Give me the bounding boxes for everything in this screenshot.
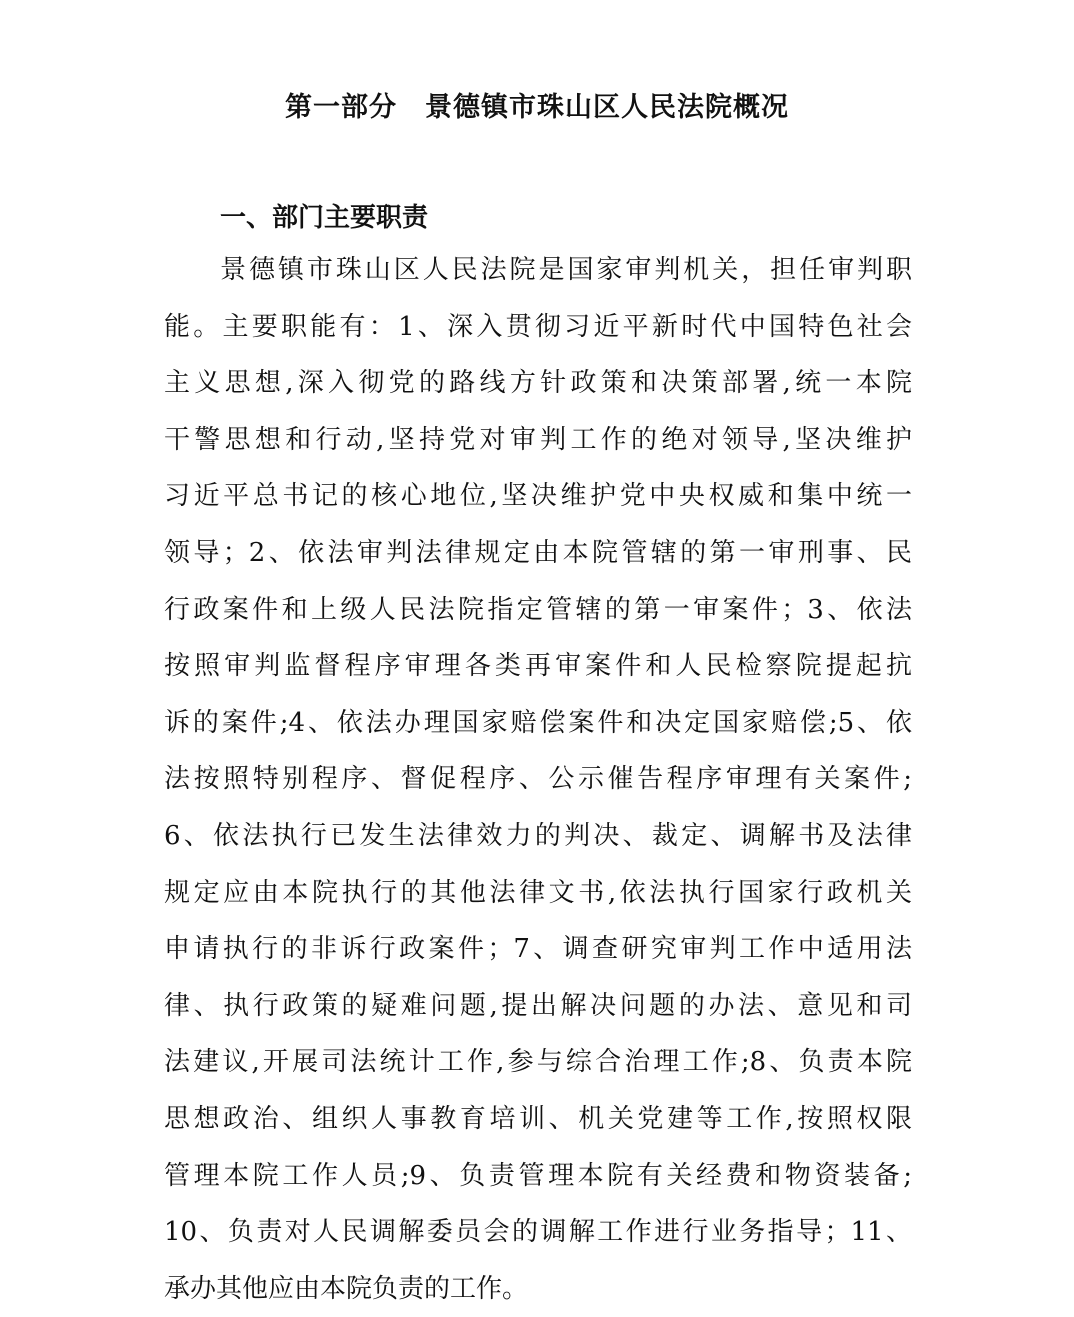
- paragraph-line: 承办其他应由本院负责的工作。: [164, 1273, 529, 1304]
- paragraph-line: 法建议,开展司法统计工作,参与综合治理工作;8、负责本院: [164, 1047, 912, 1078]
- paragraph-line: 习近平总书记的核心地位,坚决维护党中央权威和集中统一: [164, 481, 912, 512]
- paragraph-line: 6、依法执行已发生法律效力的判决、裁定、调解书及法律: [164, 820, 912, 851]
- page-title: [0, 84, 1074, 132]
- paragraph-line: 10、负责对人民调解委员会的调解工作进行业务指导；11、: [164, 1217, 912, 1248]
- paragraph-line: 行政案件和上级人民法院指定管辖的第一审案件；3、依法: [164, 594, 912, 625]
- paragraph-line: 领导；2、依法审判法律规定由本院管辖的第一审刑事、民: [164, 537, 912, 568]
- paragraph-line: 规定应由本院执行的其他法律文书,依法执行国家行政机关: [164, 877, 912, 908]
- body-paragraph: [164, 242, 912, 1317]
- paragraph-line: 主义思想,深入彻党的路线方针政策和决策部署,统一本院: [164, 368, 912, 399]
- paragraph-line: 律、执行政策的疑难问题,提出解决问题的办法、意见和司: [164, 990, 912, 1021]
- paragraph-line: 申请执行的非诉行政案件；7、调查研究审判工作中适用法: [164, 934, 912, 965]
- paragraph-line: 法按照特别程序、督促程序、公示催告程序审理有关案件;: [164, 764, 912, 795]
- paragraph-line: 按照审判监督程序审理各类再审案件和人民检察院提起抗: [164, 651, 912, 682]
- section-heading: 一、部门主要职责: [220, 203, 429, 233]
- title-court-name: 景德镇市珠山区人民法院概况: [425, 92, 789, 123]
- paragraph-line: 景德镇市珠山区人民法院是国家审判机关，担任审判职: [220, 255, 912, 285]
- paragraph-line: 思想政治、组织人事教育培训、机关党建等工作,按照权限: [164, 1103, 912, 1134]
- paragraph-line: 管理本院工作人员;9、负责管理本院有关经费和物资装备;: [164, 1160, 912, 1191]
- paragraph-line: 能。主要职能有：1、深入贯彻习近平新时代中国特色社会: [164, 311, 912, 342]
- title-part-label: 第一部分: [285, 92, 397, 123]
- paragraph-line: 干警思想和行动,坚持党对审判工作的绝对领导,坚决维护: [164, 424, 912, 455]
- paragraph-line: 诉的案件;4、依法办理国家赔偿案件和决定国家赔偿;5、依: [164, 707, 912, 738]
